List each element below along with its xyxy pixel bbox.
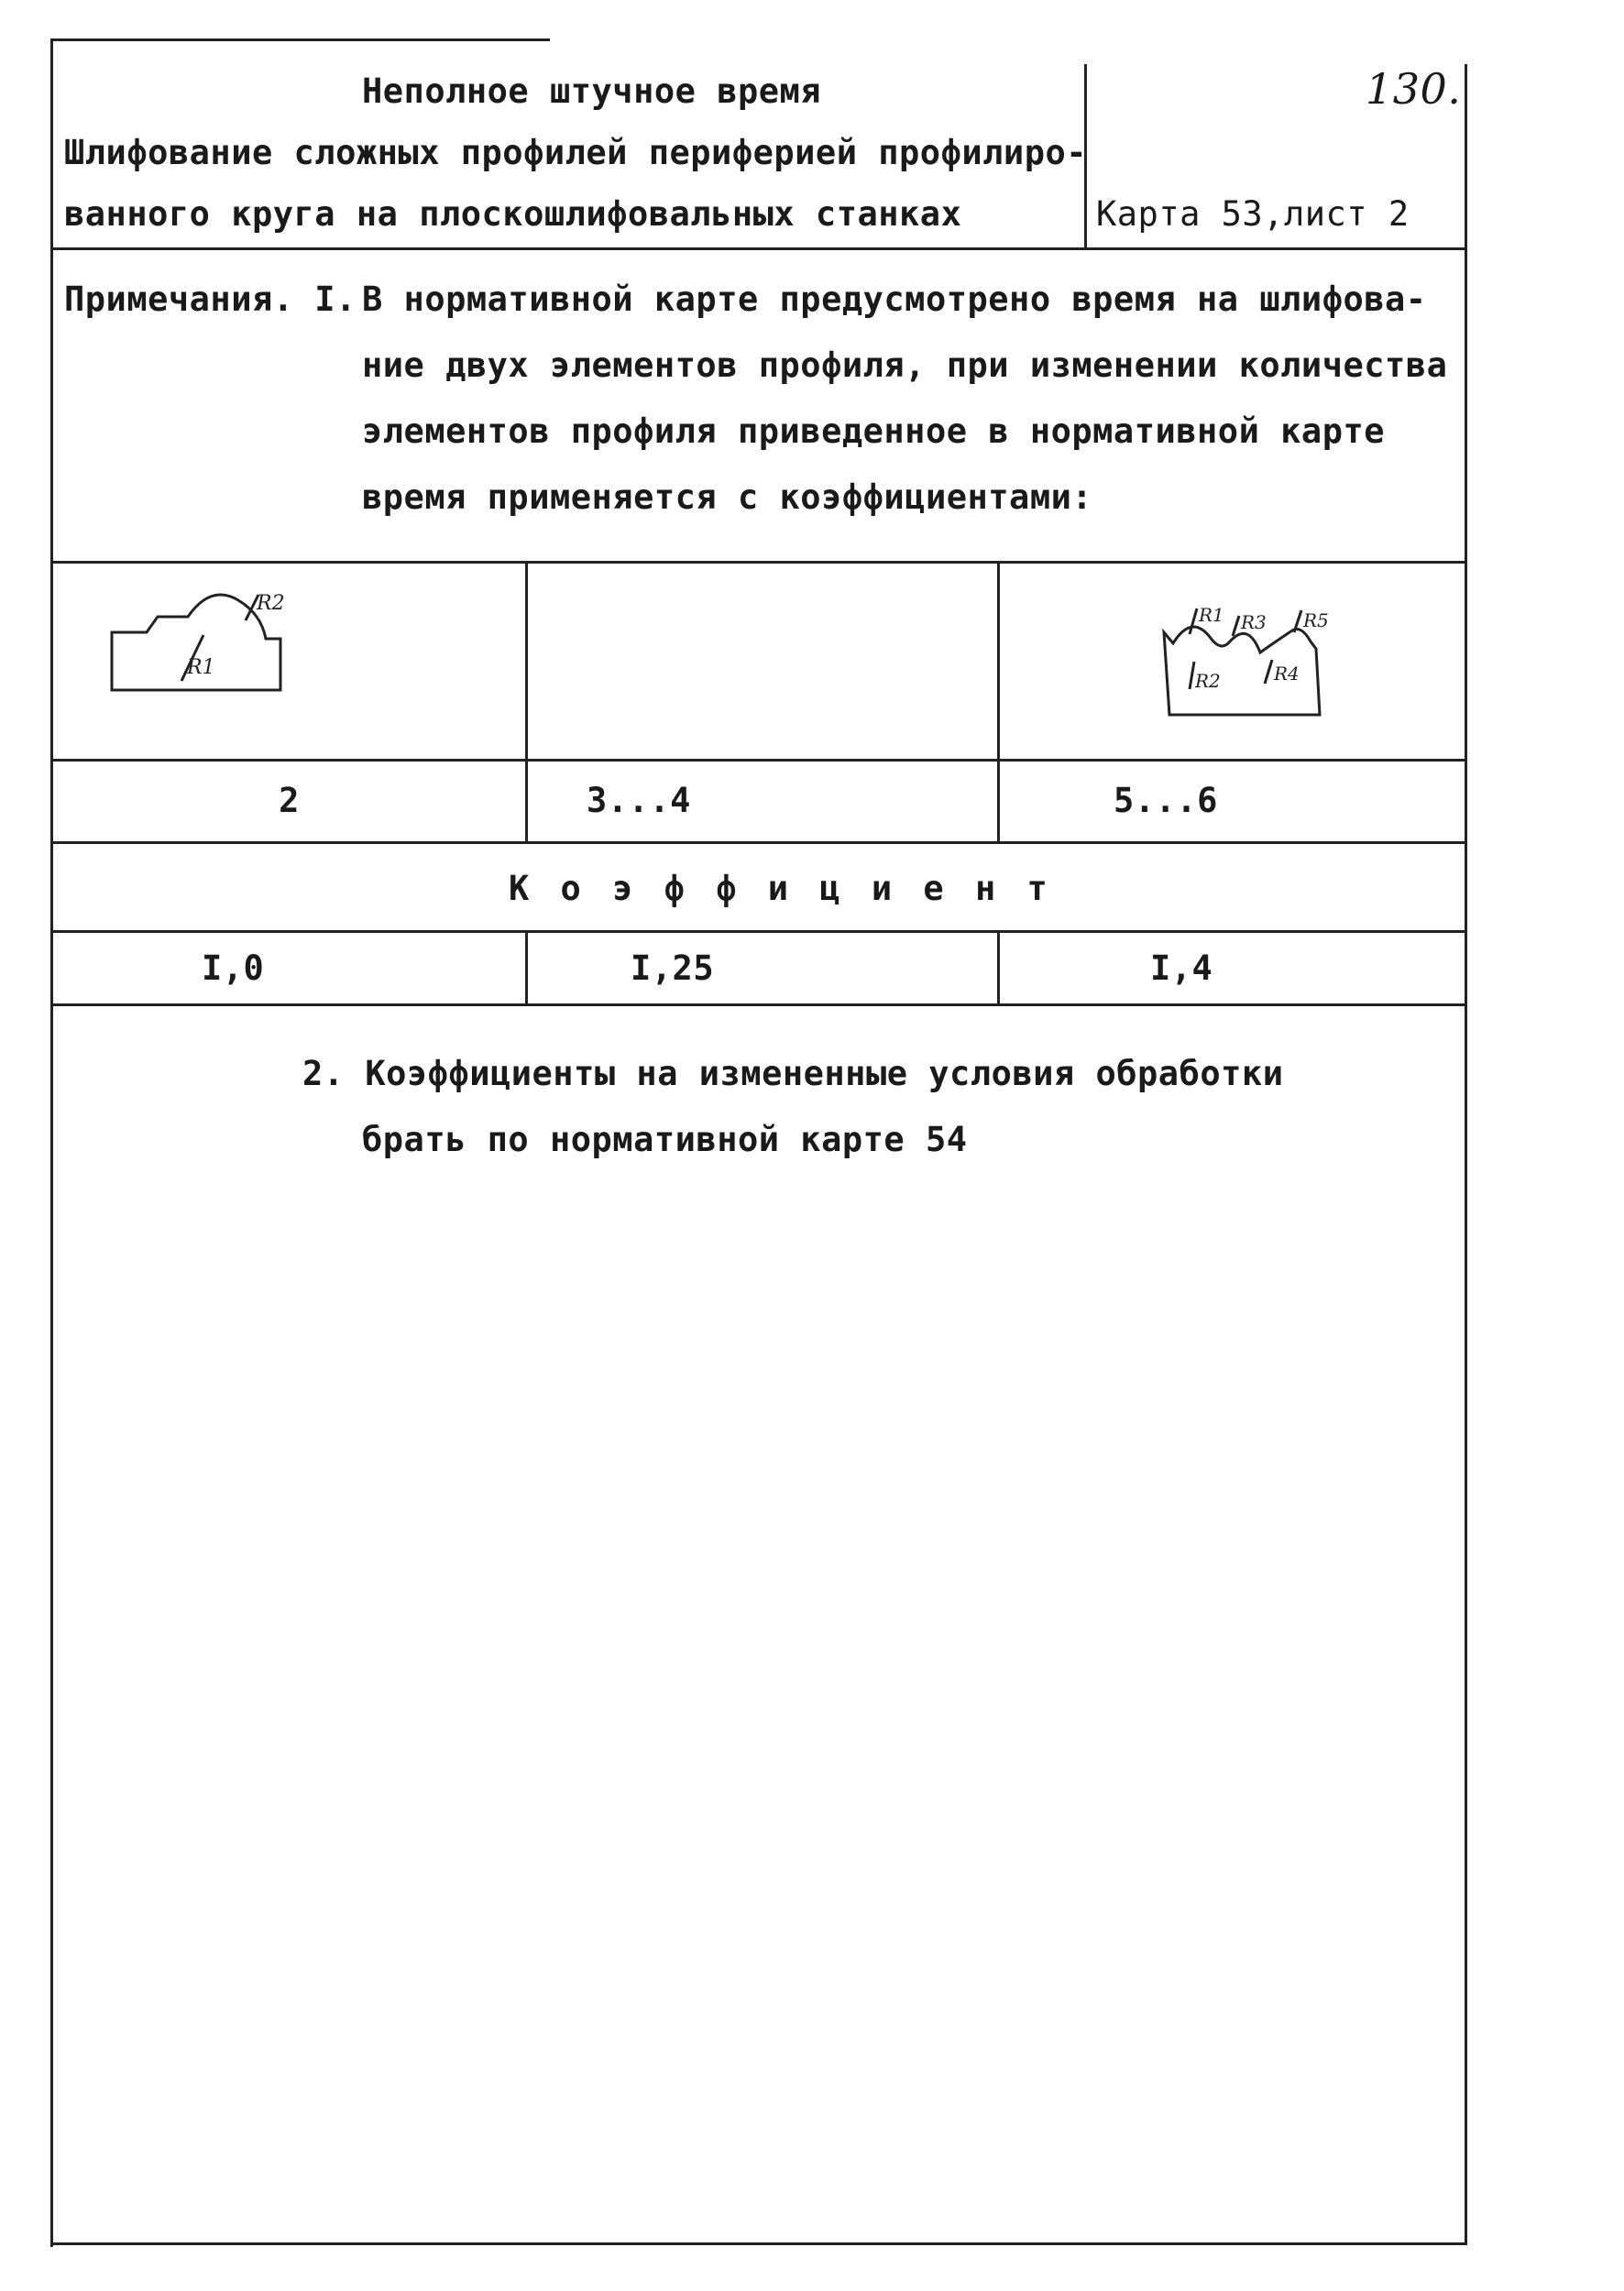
header-title-line2: Шлифование сложных профилей периферией профилиро- [64,133,1088,172]
label-r1-right: R1 [1199,604,1224,626]
label-r1-left: R1 [187,656,215,679]
table-row1-bottom [50,759,1467,762]
note1-line4: время применяется с коэффициентами: [362,477,1093,517]
coef-cell-2: I,25 [631,948,715,988]
label-r4-right: R4 [1274,663,1300,685]
profile-sketch-two-elements [101,582,302,701]
coef-header: К о э ф ф и ц и е н т [509,869,1053,908]
label-r2-right: R2 [1195,670,1221,692]
note1-line1: В нормативной карте предусмотрено время на шлифова- [362,280,1427,319]
note1-line3: элементов профиля приведенное в нормативной карте [362,411,1386,451]
header-bottom-line [50,247,1467,250]
card-label: Карта 53,лист 2 [1096,194,1410,234]
table-col1-divider-bottom [525,930,528,1005]
table-top-line [50,561,1467,564]
note2-line2: брать по нормативной карте 54 [362,1120,968,1159]
label-r3-right: R3 [1241,611,1267,633]
table-col2-divider-bottom [997,930,1000,1005]
profile-sketch-five-elements [1146,596,1347,733]
count-cell-2: 3...4 [587,781,691,820]
table-row4-bottom [50,1003,1467,1006]
count-cell-1: 2 [279,781,300,820]
frame-bottom-line [50,2242,1467,2245]
table-col1-divider-top [525,561,528,843]
frame-top-line [50,38,550,41]
table-col2-divider-top [997,561,1000,843]
header-title-line1: Неполное штучное время [362,71,822,111]
label-r2-left: R2 [257,592,285,615]
frame-left-line [50,38,53,2247]
note2-line1: 2. Коэффициенты на измененные условия обработки [302,1054,1284,1093]
note1-prefix: Примечания. I. [64,280,357,319]
coef-cell-1: I,0 [202,948,265,988]
header-title-line3: ванного круга на плоскошлифовальных станках [64,194,962,234]
page-number: 130. [1366,64,1462,114]
table-row2-bottom [50,841,1467,844]
coef-cell-3: I,4 [1150,948,1213,988]
note1-line2: ние двух элементов профиля, при изменении количества [362,345,1448,385]
label-r5-right: R5 [1303,609,1329,631]
frame-right-line [1465,64,1467,2245]
count-cell-3: 5...6 [1114,781,1218,820]
table-row3-bottom [50,930,1467,933]
